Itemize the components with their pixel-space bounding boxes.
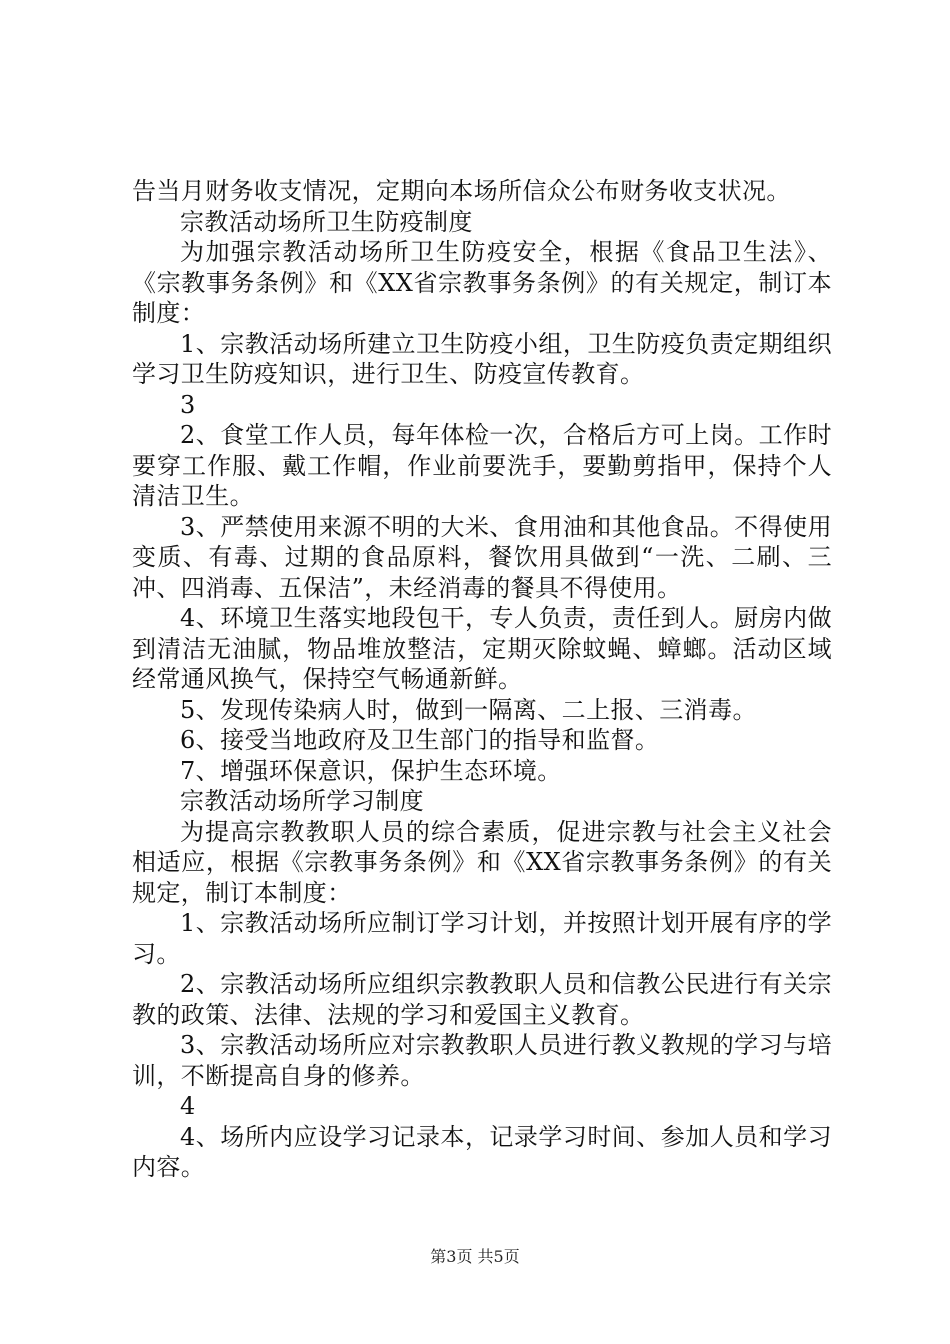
list-item: 4、场所内应设学习记录本，记录学习时间、参加人员和学习内容。 (132, 1122, 832, 1181)
list-item: 7、增强环保意识，保护生态环境。 (180, 756, 562, 785)
section-heading-hygiene: 宗教活动场所卫生防疫制度 (180, 207, 473, 236)
list-item: 2、食堂工作人员，每年体检一次，合格后方可上岗。工作时要穿工作服、戴工作帽，作业前要洗手，要勤剪指甲，保持个人清洁卫生。 (132, 421, 832, 510)
list-item: 5、发现传染病人时，做到一隔离、二上报、三消毒。 (180, 695, 757, 724)
document-body (132, 176, 832, 1183)
list-item: 6、接受当地政府及卫生部门的指导和监督。 (180, 726, 660, 754)
list-item: 1、宗教活动场所应制订学习计划，并按照计划开展有序的学习。 (132, 909, 832, 968)
list-item: 1、宗教活动场所建立卫生防疫小组，卫生防疫负责定期组织学习卫生防疫知识，进行卫生、防疫宣传教育。 (132, 329, 832, 388)
paragraph: 为提高宗教教职人员的综合素质，促进宗教与社会主义社会相适应，根据《宗教事务条例》和《XX省宗教事务条例》的有关规定，制订本制度： (132, 817, 832, 907)
list-item: 4、环境卫生落实地段包干，专人负责，责任到人。厨房内做到清洁无油腻，物品堆放整洁，定期灭除蚊蝇、蟑螂。活动区域经常通风换气，保持空气畅通新鲜。 (132, 604, 832, 693)
list-item: 3、严禁使用来源不明的大米、食用油和其他食品。不得使用变质、有毒、过期的食品原料，餐饮用具做到“一洗、二刷、三冲、四消毒、五保洁”，未经消毒的餐具不得使用。 (132, 512, 832, 602)
list-item: 2、宗教活动场所应组织宗教教职人员和信教公民进行有关宗教的政策、法律、法规的学习和爱国主义教育。 (132, 970, 832, 1029)
page-number-marker: 3 (180, 390, 196, 419)
list-item: 3、宗教活动场所应对宗教教职人员进行教义教规的学习与培训，不断提高自身的修养。 (132, 1031, 832, 1090)
section-heading-study: 宗教活动场所学习制度 (180, 787, 424, 815)
page-footer (0, 1244, 950, 1267)
paragraph: 告当月财务收支情况，定期向本场所信众公布财务收支状况。 (132, 177, 791, 205)
paragraph: 为加强宗教活动场所卫生防疫安全，根据《食品卫生法》、《宗教事务条例》和《XX省宗教事务条例》的有关规定，制订本制度： (132, 238, 832, 327)
page-indicator: 第3页 共5页 (430, 1247, 520, 1266)
page-number-marker: 4 (180, 1092, 196, 1120)
